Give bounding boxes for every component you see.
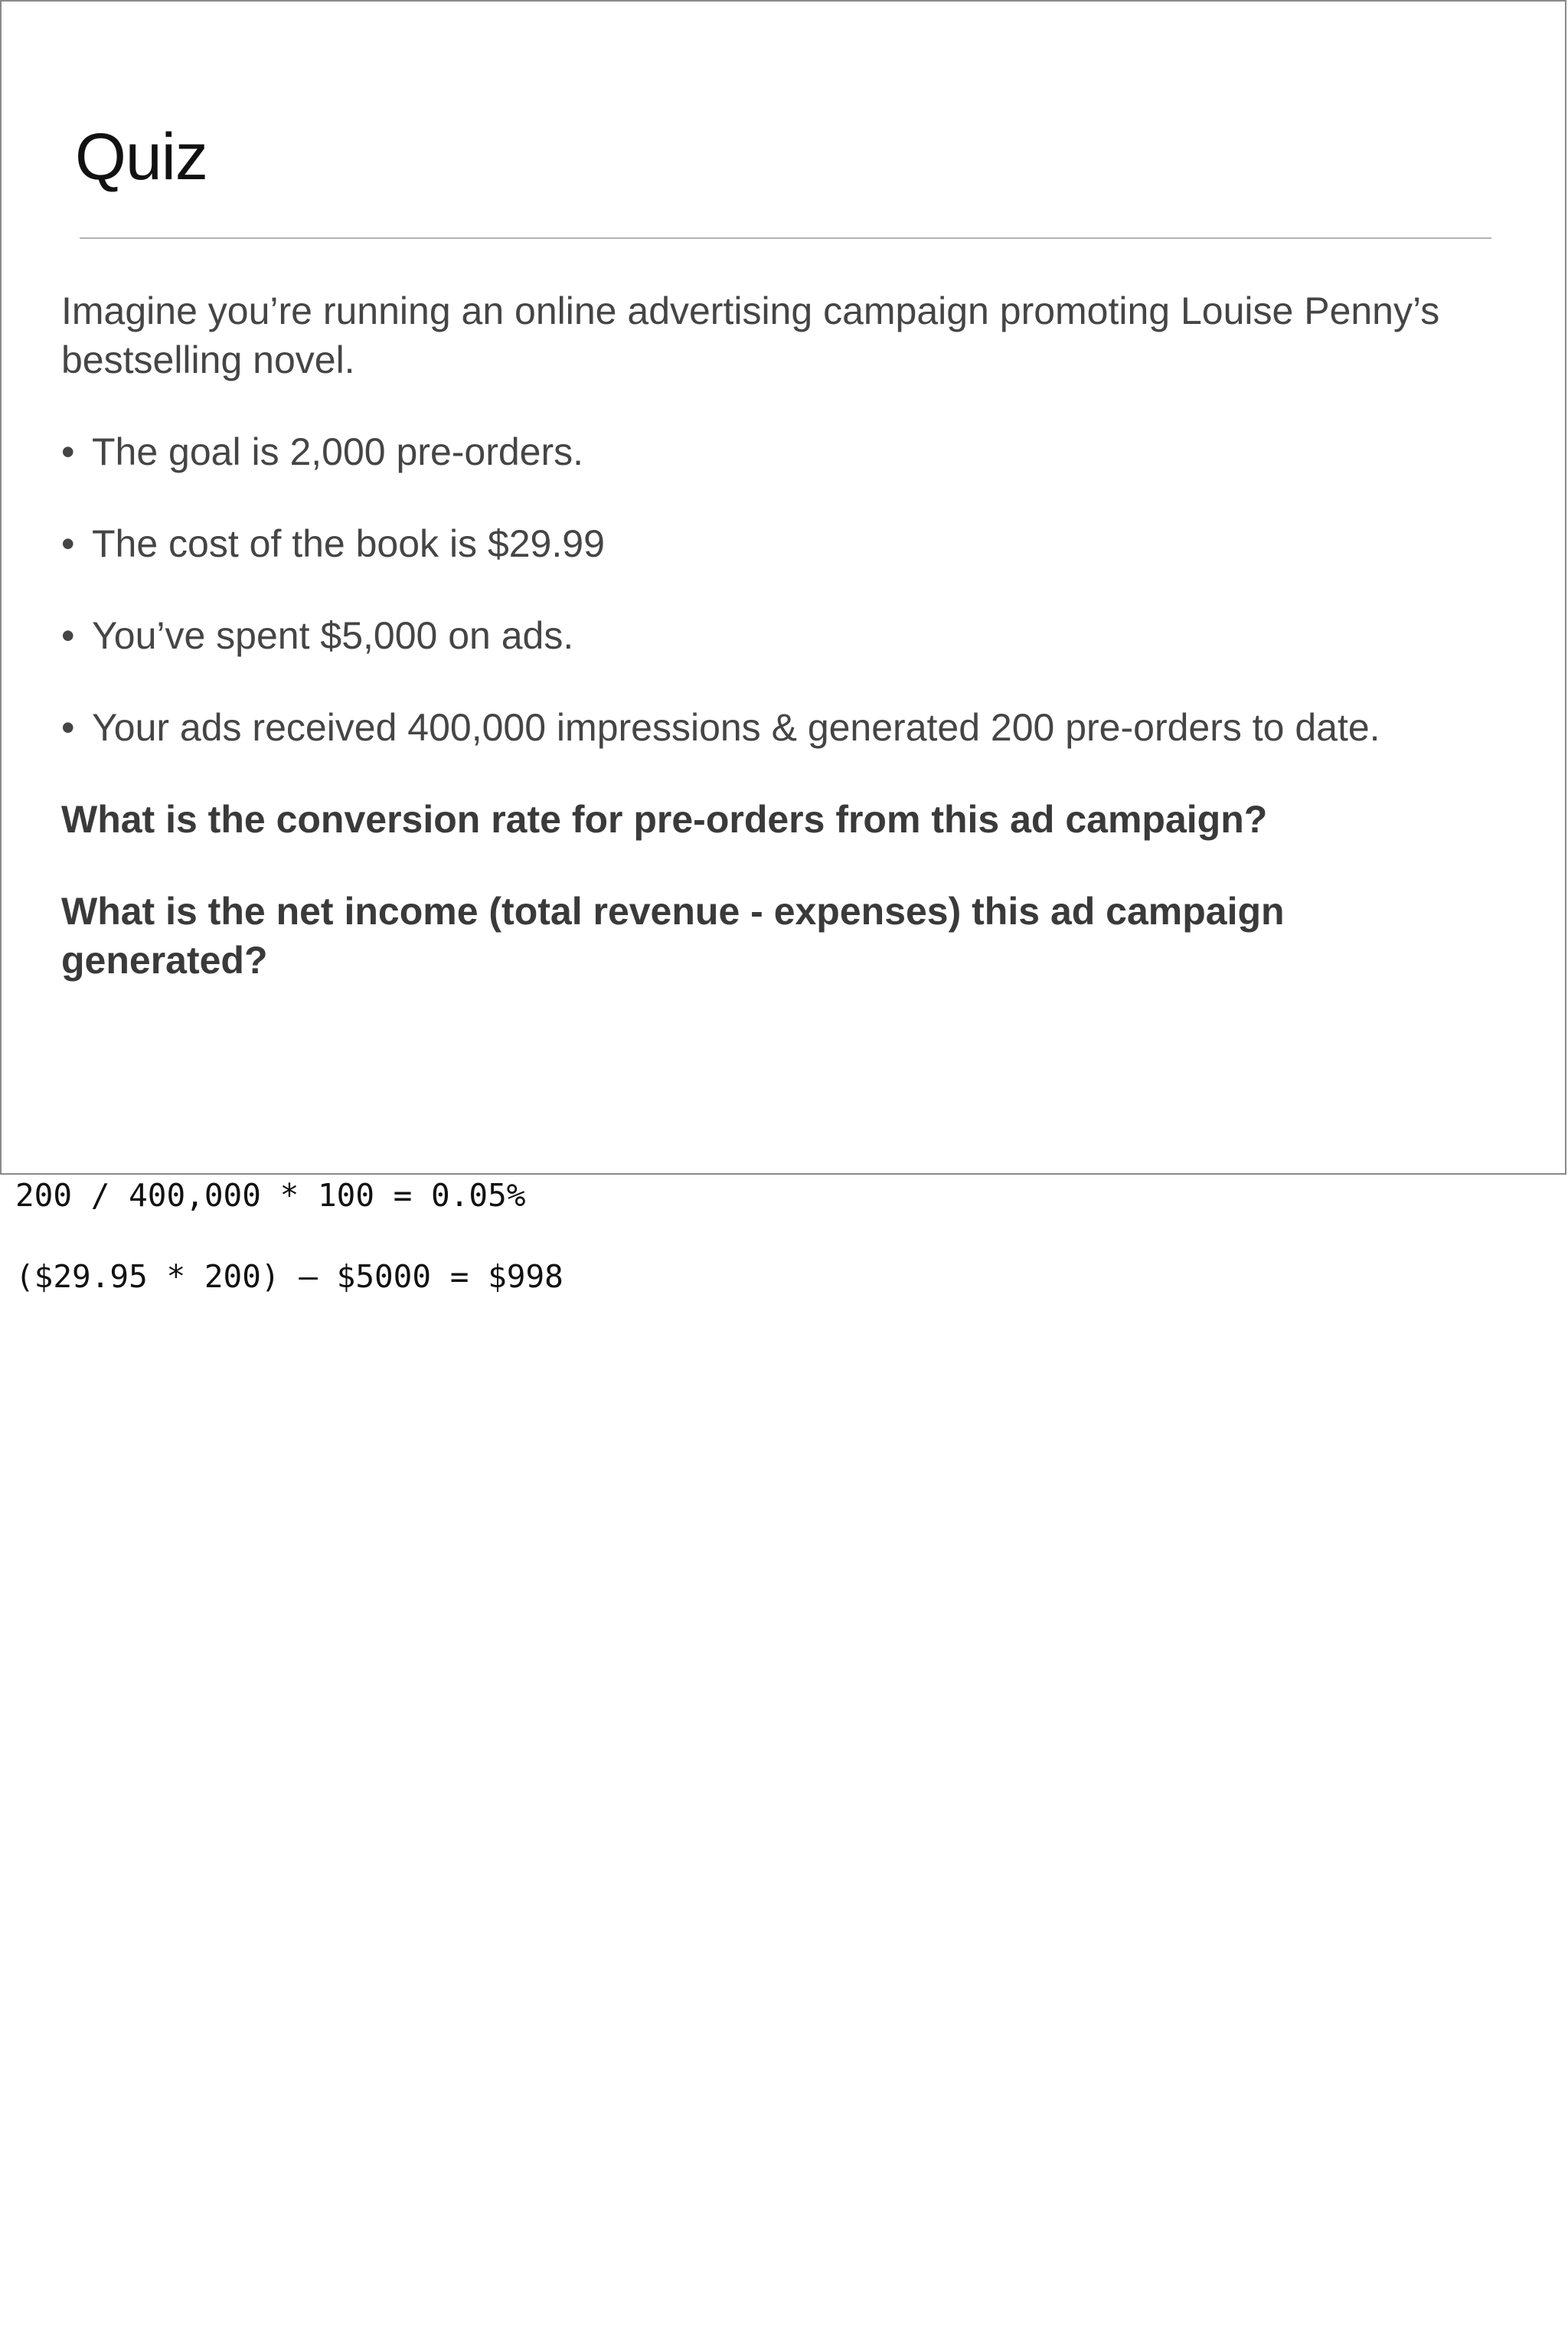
question-net-income: What is the net income (total revenue - expenses) this ad campaign generated? xyxy=(61,890,1285,982)
bullet-text: The cost of the book is $29.99 xyxy=(92,522,605,565)
bullet-item xyxy=(61,611,1501,660)
bullet-icon: • xyxy=(61,430,75,473)
bullet-text: Your ads received 400,000 impressions & generated 200 pre-orders to date. xyxy=(92,706,1380,749)
question-conversion-rate: What is the conversion rate for pre-orders from this ad campaign? xyxy=(61,798,1268,841)
answer-net-income: ($29.95 * 200) – $5000 = $998 xyxy=(15,1258,564,1295)
bullet-icon: • xyxy=(61,614,75,657)
slide-title: Quiz xyxy=(75,120,207,194)
bullet-list xyxy=(61,427,1501,752)
bullet-item xyxy=(61,519,1501,568)
title-divider xyxy=(80,237,1491,239)
bullet-item xyxy=(61,427,1501,476)
bullet-icon: • xyxy=(61,522,75,565)
bullet-text: You’ve spent $5,000 on ads. xyxy=(92,614,574,657)
bullet-item xyxy=(61,703,1501,752)
intro-text: Imagine you’re running an online advertising campaign promoting Louise Penny’s bestselling novel. xyxy=(61,289,1440,381)
answer-conversion-rate: 200 / 400,000 * 100 = 0.05% xyxy=(15,1177,526,1214)
bullet-icon: • xyxy=(61,706,75,749)
answer-notes xyxy=(15,1175,564,1338)
bullet-text: The goal is 2,000 pre-orders. xyxy=(92,430,584,473)
slide-body xyxy=(61,286,1501,1028)
